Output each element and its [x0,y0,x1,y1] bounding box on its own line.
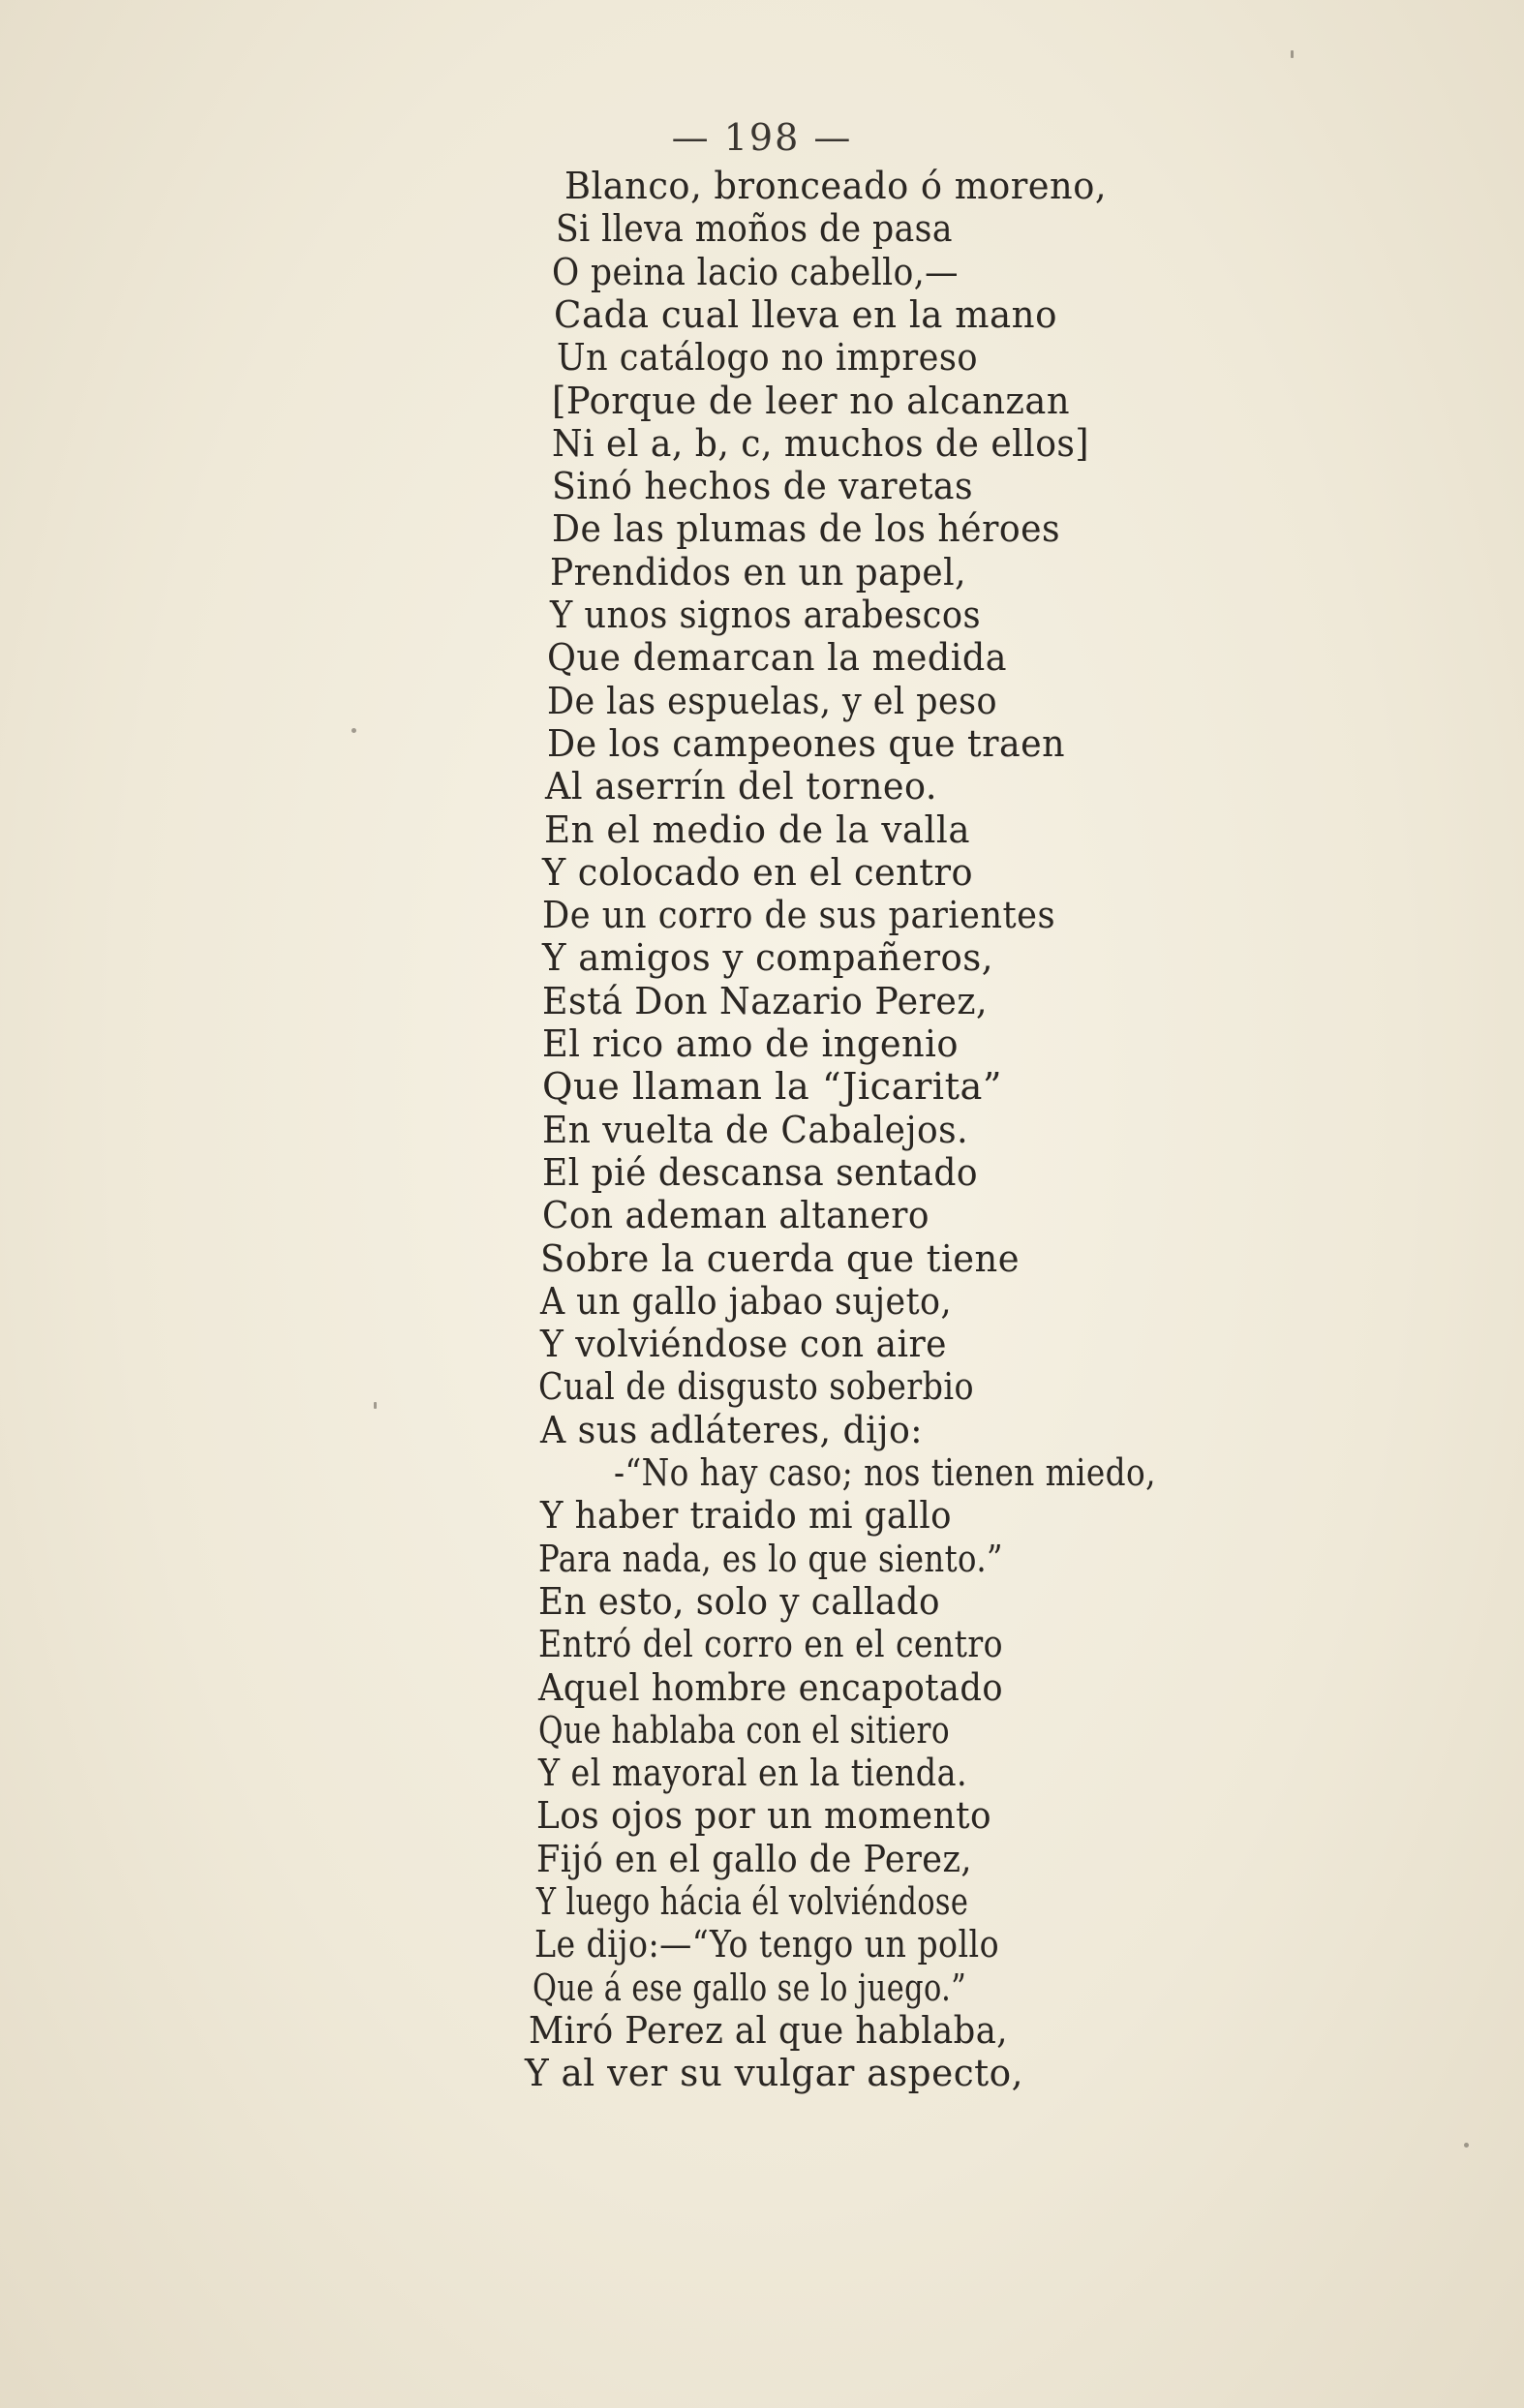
poem-line: Para nada, es lo que siento.” [538,1537,1003,1580]
poem-line: Al aserrín del torneo. [545,765,937,808]
poem-line: [Porque de leer no alcanzan [552,379,1070,422]
poem-line: Cual de disgusto soberbio [538,1365,974,1409]
poem-line: Los ojos por un momento [536,1794,991,1838]
poem-line: De un corro de sus parientes [542,894,1055,937]
poem-line: Que demarcan la medida [547,636,1007,680]
paper-speck [374,1402,377,1409]
poem-line: En esto, solo y callado [538,1579,940,1623]
poem-line: Prendidos en un papel, [550,550,966,594]
poem-line: Y el mayoral en la tienda. [538,1752,967,1795]
poem-line: Y volviéndose con aire [540,1323,947,1366]
poem-line: -“No hay caso; nos tienen miedo, [614,1451,1156,1494]
poem-line: Aquel hombre encapotado [538,1665,1003,1709]
poem-line: Que á ese gallo se lo juego.” [533,1966,967,2009]
poem-line: Y luego hácia él volviéndose [536,1880,969,1923]
poem-line: En vuelta de Cabalejos. [542,1108,968,1151]
poem-line: De las espuelas, y el peso [547,679,997,722]
poem-line: O peina lacio cabello,— [552,250,959,293]
poem-line: Que llaman la “Jicarita” [542,1065,1002,1109]
paper-speck [1464,2143,1469,2148]
poem-line: Y haber traido mi gallo [540,1494,952,1538]
poem-line: Y unos signos arabescos [550,594,981,636]
poem-line: Blanco, bronceado ó moreno, [564,165,1107,207]
paper-speck [1291,50,1294,58]
poem-line: Está Don Nazario Perez, [542,979,988,1022]
poem-line: Miró Perez al que hablaba, [529,2008,1008,2052]
poem-line: De los campeones que traen [547,721,1065,765]
poem-line: Fijó en el gallo de Perez, [536,1837,972,1880]
poem-line: Que hablaba con el sitiero [538,1708,950,1752]
poem-line: Con ademan altanero [542,1194,930,1237]
paper-speck [351,728,356,733]
page-number: — 198 — [671,116,853,159]
poem-line: Y al ver su vulgar aspecto, [525,2052,1023,2095]
poem-line: Si lleva moños de pasa [556,207,953,251]
poem-line: Entró del corro en el centro [538,1623,1003,1666]
poem-line: El rico amo de ingenio [542,1022,959,1065]
poem-line: Un catálogo no impreso [557,336,978,380]
poem-line: En el medio de la valla [544,808,970,851]
poem-line: Y amigos y compañeros, [542,936,993,980]
poem-line: Ni el a, b, c, muchos de ellos] [552,421,1089,465]
poem-line: Sobre la cuerda que tiene [540,1236,1020,1280]
poem-line: Sinó hechos de varetas [552,465,973,508]
poem-line: El pié descansa sentado [542,1150,978,1194]
poem-line: A un gallo jabao sujeto, [540,1279,952,1323]
poem-line: Le dijo:—“Yo tengo un pollo [534,1923,999,1966]
poem-line: Y colocado en el centro [542,850,973,894]
poem-line: A sus adláteres, dijo: [540,1408,923,1451]
poem-line: De las plumas de los héroes [552,507,1060,551]
poem-line: Cada cual lleva en la mano [554,292,1057,336]
